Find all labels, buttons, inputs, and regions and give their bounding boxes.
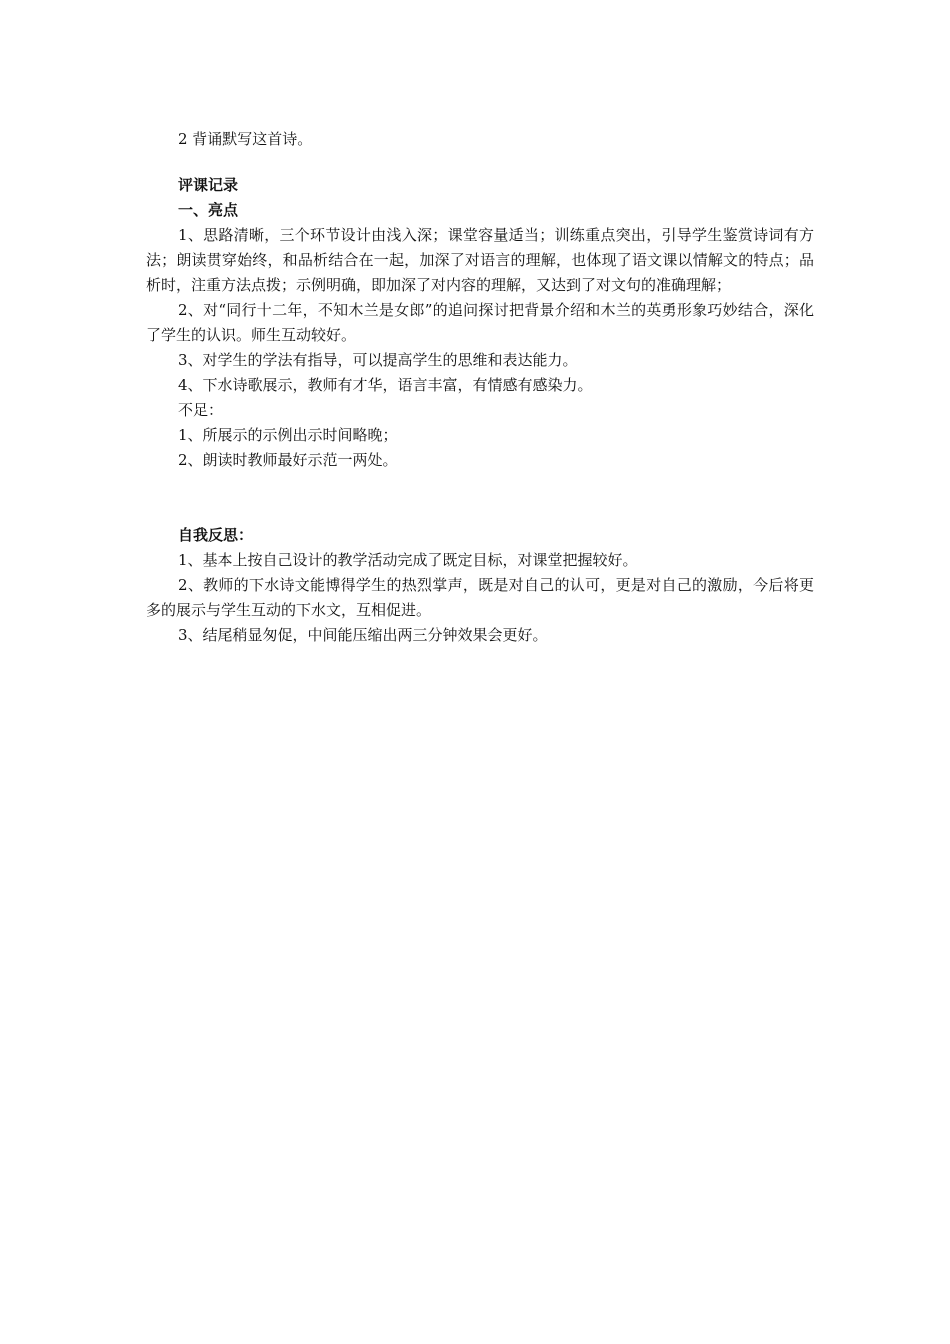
reflection-item-3: 3、结尾稍显匆促，中间能压缩出两三分钟效果会更好。 xyxy=(178,626,548,644)
review-title: 评课记录 xyxy=(178,176,239,194)
shortcoming-item-2: 2、朗读时教师最好示范一两处。 xyxy=(178,451,398,469)
highlight-item-1: 1、思路清晰，三个环节设计由浅入深；课堂容量适当；训练重点突出，引导学生鉴赏诗词有方法；朗读贯穿始终，和品析结合在一起，加深了对语言的理解，也体现了语文课以情解文的特点；品析时，注重方法点拨；示例明确，即加深了对内容的理解，又达到了对文句的准确理解； xyxy=(146,226,814,294)
reflection-title: 自我反思： xyxy=(178,526,254,544)
document-body xyxy=(146,127,814,648)
recite-line: 2 背诵默写这首诗。 xyxy=(178,130,313,148)
highlight-item-3: 3、对学生的学法有指导，可以提高学生的思维和表达能力。 xyxy=(178,351,578,369)
shortcoming-item-1: 1、所展示的示例出示时间略晚； xyxy=(178,426,398,444)
shortcomings-heading: 不足： xyxy=(178,401,224,419)
reflection-item-2: 2、教师的下水诗文能博得学生的热烈掌声，既是对自己的认可，更是对自己的激励，今后将更多的展示与学生互动的下水文，互相促进。 xyxy=(146,576,814,619)
spacer xyxy=(146,152,814,173)
highlight-item-4: 4、下水诗歌展示，教师有才华，语言丰富，有情感有感染力。 xyxy=(178,376,593,394)
highlight-item-2: 2、对“同行十二年，不知木兰是女郎”的追问探讨把背景介绍和木兰的英勇形象巧妙结合，深化了学生的认识。师生互动较好。 xyxy=(146,301,814,344)
reflection-item-1: 1、基本上按自己设计的教学活动完成了既定目标，对课堂把握较好。 xyxy=(178,551,638,569)
spacer xyxy=(146,473,814,523)
highlights-heading: 一、亮点 xyxy=(178,201,239,219)
